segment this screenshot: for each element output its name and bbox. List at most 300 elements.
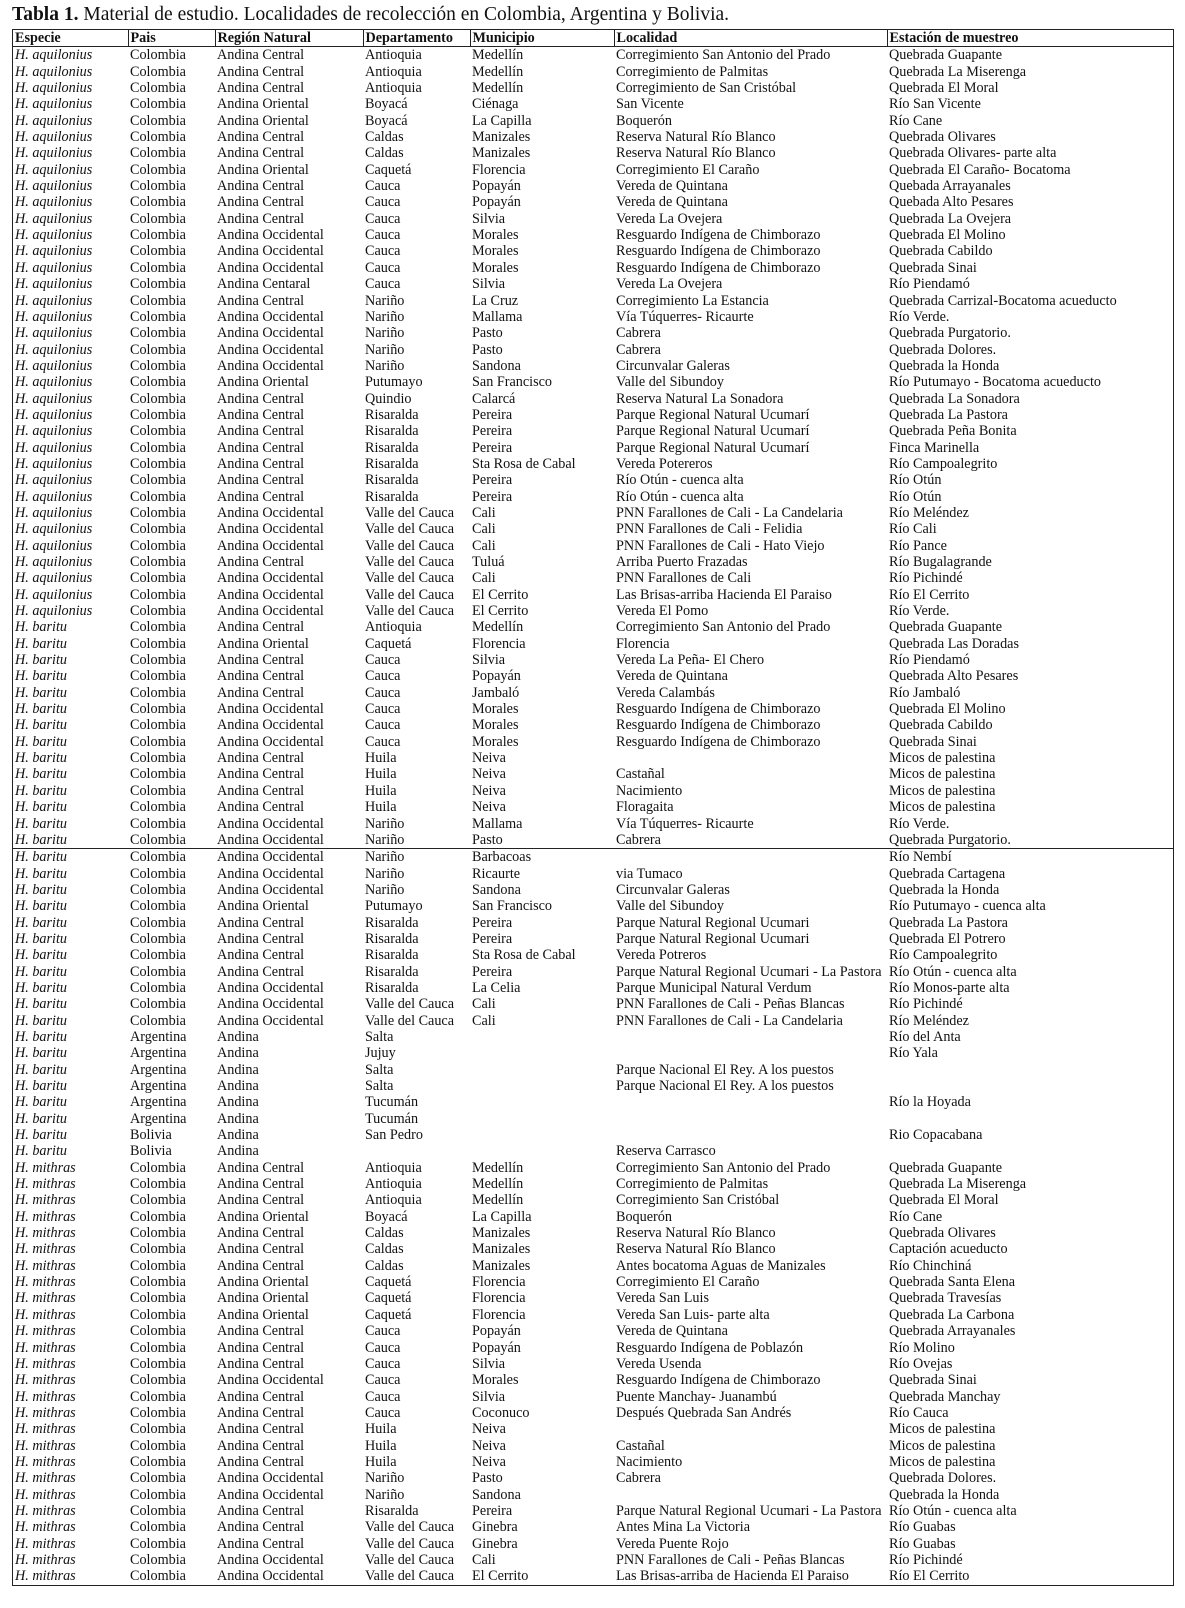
cell-municipio: Cali xyxy=(472,1551,496,1568)
table-row xyxy=(13,391,1173,407)
cell-municipio: Coconuco xyxy=(472,1404,530,1421)
cell-estacion-muestreo: Quebrada El Moral xyxy=(889,80,999,97)
cell-localidad: Corregimiento La Estancia xyxy=(616,292,769,309)
cell-especie: H. aquilonius xyxy=(15,259,93,276)
cell-localidad xyxy=(614,1111,887,1127)
cell-localidad: Vereda de Quintana xyxy=(616,1323,728,1340)
cell-localidad: Nacimiento xyxy=(616,1453,683,1470)
cell-especie: H. baritu xyxy=(15,1094,68,1111)
cell-departamento: Tucumán xyxy=(365,1094,419,1111)
cell-pais: Colombia xyxy=(130,1502,186,1519)
table-row xyxy=(13,243,1173,259)
cell-estacion-muestreo: Quebada Alto Pesares xyxy=(889,194,1014,211)
cell-municipio: Jambaló xyxy=(472,684,520,701)
cell-localidad: Vereda de Quintana xyxy=(616,668,728,685)
cell-pais: Colombia xyxy=(130,1437,186,1454)
table-row xyxy=(13,685,1173,701)
cell-estacion-muestreo: Quebada Arrayanales xyxy=(889,178,1011,195)
cell-localidad xyxy=(614,1094,887,1110)
table-row xyxy=(13,1013,1173,1029)
cell-departamento: Cauca xyxy=(365,227,401,244)
cell-localidad: Resguardo Indígena de Poblazón xyxy=(616,1339,804,1356)
cell-localidad: Antes bocatoma Aguas de Manizales xyxy=(616,1257,826,1274)
cell-estacion-muestreo: Río El Cerrito xyxy=(889,1568,970,1585)
cell-municipio: El Cerrito xyxy=(472,1568,529,1585)
cell-region-natural: Andina Central xyxy=(217,47,305,64)
cell-departamento: Antioquia xyxy=(365,619,422,636)
table-row xyxy=(13,407,1173,423)
table-row xyxy=(13,717,1173,733)
cell-localidad: Arriba Puerto Frazadas xyxy=(616,554,748,570)
cell-especie: H. mithras xyxy=(15,1241,76,1258)
table-row xyxy=(13,489,1173,505)
table-row xyxy=(13,211,1173,227)
cell-region-natural: Andina Occidental xyxy=(217,979,324,996)
cell-departamento: Valle del Cauca xyxy=(365,504,455,521)
cell-pais: Colombia xyxy=(130,227,186,244)
cell-pais: Colombia xyxy=(130,1372,186,1389)
cell-region-natural: Andina Occidental xyxy=(215,849,363,866)
cell-departamento: Caquetá xyxy=(365,635,412,652)
cell-pais: Colombia xyxy=(130,947,186,964)
cell-especie: H. mithras xyxy=(15,1159,76,1176)
cell-departamento: Cauca xyxy=(365,668,401,685)
cell-region-natural: Andina Oriental xyxy=(217,112,309,129)
cell-region-natural: Andina Occidental xyxy=(217,1568,324,1585)
cell-pais: Colombia xyxy=(130,455,186,472)
cell-especie: H. baritu xyxy=(15,1028,68,1045)
table-row xyxy=(13,162,1173,178)
table-row xyxy=(13,194,1173,210)
cell-especie: H. mithras xyxy=(15,1453,76,1470)
table-row xyxy=(13,1209,1173,1225)
cell-municipio: Neiva xyxy=(472,799,506,816)
cell-estacion-muestreo: Río Piendamó xyxy=(889,276,970,293)
cell-localidad: Reserva Natural Río Blanco xyxy=(616,1241,776,1258)
cell-departamento: Antioquia xyxy=(365,80,422,97)
cell-region-natural: Andina Occidental xyxy=(217,537,324,554)
cell-municipio: Morales xyxy=(472,701,519,718)
table-row xyxy=(13,996,1173,1012)
cell-localidad: Parque Natural Regional Ucumari xyxy=(616,930,810,947)
cell-municipio: El Cerrito xyxy=(472,603,529,620)
cell-pais: Argentina xyxy=(130,1094,187,1111)
cell-departamento: Antioquia xyxy=(365,63,422,80)
cell-localidad xyxy=(614,750,887,766)
header-especie: Especie xyxy=(13,30,128,47)
table-row xyxy=(13,1421,1173,1437)
cell-departamento: Valle del Cauca xyxy=(365,1568,455,1585)
table-row xyxy=(13,1127,1173,1143)
cell-departamento: Antioquia xyxy=(365,1159,422,1176)
cell-pais: Colombia xyxy=(130,129,186,146)
cell-departamento: Nariño xyxy=(365,308,405,325)
cell-municipio: Florencia xyxy=(472,1306,526,1323)
cell-municipio: Silvia xyxy=(472,1388,506,1405)
cell-especie: H. aquilonius xyxy=(15,570,93,587)
cell-localidad: Vereda Potereros xyxy=(616,455,713,472)
cell-pais: Colombia xyxy=(130,47,186,64)
cell-estacion-muestreo: Quebrada El Moral xyxy=(889,1192,999,1209)
table-row xyxy=(13,129,1173,145)
cell-departamento: Cauca xyxy=(365,652,401,669)
table-row xyxy=(13,1258,1173,1274)
cell-estacion-muestreo: Quebrada El Caraño- Bocatoma xyxy=(889,161,1071,178)
cell-estacion-muestreo: Río San Vicente xyxy=(889,96,981,113)
cell-localidad: Vereda La Ovejera xyxy=(616,210,723,227)
cell-pais: Colombia xyxy=(130,259,186,276)
cell-estacion-muestreo: Quebrada Travesías xyxy=(889,1290,1002,1307)
cell-municipio: Tuluá xyxy=(472,554,505,570)
cell-departamento: Huila xyxy=(365,799,397,816)
cell-departamento: Valle del Cauca xyxy=(365,570,455,587)
cell-estacion-muestreo: Quebrada Guapante xyxy=(889,47,1003,64)
cell-region-natural: Andina Occidental xyxy=(217,308,324,325)
cell-pais: Colombia xyxy=(130,161,186,178)
cell-municipio: La Celia xyxy=(472,979,521,996)
cell-departamento: Caldas xyxy=(365,129,404,146)
cell-pais: Colombia xyxy=(130,357,186,374)
cell-departamento: Huila xyxy=(365,782,397,799)
cell-especie: H. baritu xyxy=(15,996,68,1013)
cell-localidad: Las Brisas-arriba de Hacienda El Paraiso xyxy=(616,1568,849,1585)
table-row xyxy=(13,1470,1173,1486)
cell-estacion-muestreo: Quebrada Alto Pesares xyxy=(889,668,1019,685)
cell-especie: H. aquilonius xyxy=(15,178,93,195)
cell-departamento: Cauca xyxy=(365,1404,401,1421)
table-row xyxy=(13,178,1173,194)
cell-pais: Colombia xyxy=(130,1192,186,1209)
cell-pais: Colombia xyxy=(130,1159,186,1176)
cell-estacion-muestreo: Quebrada Santa Elena xyxy=(889,1274,1016,1291)
cell-municipio xyxy=(470,1029,614,1045)
table-row xyxy=(13,1454,1173,1470)
cell-municipio: Florencia xyxy=(472,1274,526,1291)
table-row xyxy=(13,1290,1173,1306)
table-row xyxy=(13,1176,1173,1192)
cell-municipio: Neiva xyxy=(472,1421,506,1438)
table-row xyxy=(13,1143,1173,1159)
cell-localidad: Puente Manchay- Juanambú xyxy=(616,1388,777,1405)
cell-especie: H. aquilonius xyxy=(15,210,93,227)
cell-localidad: Resguardo Indígena de Chimborazo xyxy=(616,717,821,734)
cell-municipio: Neiva xyxy=(472,1453,506,1470)
cell-municipio: Silvia xyxy=(472,210,506,227)
cell-estacion-muestreo: Quebrada Sinai xyxy=(889,733,977,750)
cell-municipio: Sandona xyxy=(472,357,521,374)
table-row xyxy=(13,1225,1173,1241)
table-row xyxy=(13,1356,1173,1372)
cell-pais: Argentina xyxy=(130,1110,187,1127)
table-row xyxy=(13,1536,1173,1552)
cell-pais: Colombia xyxy=(130,210,186,227)
cell-departamento: San Pedro xyxy=(365,1127,423,1144)
cell-localidad: Castañal xyxy=(616,1437,665,1454)
cell-localidad: Vereda de Quintana xyxy=(616,194,728,211)
cell-especie: H. baritu xyxy=(15,815,68,832)
cell-estacion-muestreo: Quebrada Sinai xyxy=(889,1372,977,1389)
cell-pais: Colombia xyxy=(130,979,186,996)
cell-region-natural: Andina Central xyxy=(217,292,305,309)
cell-localidad: Circunvalar Galeras xyxy=(616,881,730,898)
cell-localidad: Floragaita xyxy=(616,799,674,816)
cell-pais: Colombia xyxy=(130,292,186,309)
cell-estacion-muestreo: Quebrada Guapante xyxy=(889,619,1003,636)
cell-estacion-muestreo: Quebrada La Ovejera xyxy=(889,210,1012,227)
cell-localidad: Antes Mina La Victoria xyxy=(616,1519,751,1536)
cell-localidad: Parque Regional Natural Ucumarí xyxy=(616,423,810,440)
cell-pais: Bolivia xyxy=(130,1143,172,1160)
cell-especie: H. baritu xyxy=(15,1012,68,1029)
cell-region-natural: Andina Central xyxy=(217,1502,305,1519)
cell-municipio: Medellín xyxy=(472,1192,524,1209)
table-row xyxy=(13,1062,1173,1078)
cell-region-natural: Andina Central xyxy=(217,766,305,783)
cell-departamento: Risaralda xyxy=(365,979,419,996)
cell-municipio: Manizales xyxy=(472,129,531,146)
cell-departamento: Risaralda xyxy=(365,1502,419,1519)
cell-municipio: Florencia xyxy=(472,1290,526,1307)
cell-municipio: Silvia xyxy=(472,276,506,293)
cell-municipio: Neiva xyxy=(472,1437,506,1454)
cell-region-natural: Andina Oriental xyxy=(217,1290,309,1307)
table-row xyxy=(13,1503,1173,1519)
cell-localidad: Corregimiento San Antonio del Prado xyxy=(616,619,831,636)
cell-especie: H. aquilonius xyxy=(15,603,93,620)
cell-estacion-muestreo: Micos de palestina xyxy=(889,1421,996,1438)
table-row xyxy=(13,64,1173,80)
cell-estacion-muestreo: Micos de palestina xyxy=(889,750,996,767)
table-row xyxy=(13,1568,1173,1584)
cell-localidad: Parque Nacional El Rey. A los puestos xyxy=(616,1078,834,1094)
cell-estacion-muestreo: Micos de palestina xyxy=(889,1437,996,1454)
cell-municipio: Cali xyxy=(472,537,496,554)
cell-region-natural: Andina Oriental xyxy=(217,96,309,113)
cell-pais: Colombia xyxy=(130,1323,186,1340)
cell-pais: Colombia xyxy=(130,668,186,685)
cell-localidad: Vía Túquerres- Ricaurte xyxy=(616,308,754,325)
cell-estacion-muestreo: Quebrada La Pastora xyxy=(889,914,1008,931)
cell-especie: H. mithras xyxy=(15,1208,76,1225)
table-row xyxy=(13,750,1173,766)
cell-region-natural: Andina xyxy=(217,1061,259,1078)
cell-pais: Colombia xyxy=(130,652,186,669)
table-row xyxy=(13,652,1173,668)
cell-especie: H. baritu xyxy=(15,635,68,652)
cell-estacion-muestreo: Río Chinchiná xyxy=(889,1257,972,1274)
cell-pais: Colombia xyxy=(130,178,186,195)
cell-estacion-muestreo: Río Otún - cuenca alta xyxy=(889,963,1017,980)
table-row xyxy=(13,915,1173,931)
cell-municipio: Neiva xyxy=(472,750,506,767)
cell-municipio: Medellín xyxy=(472,1176,524,1193)
cell-localidad: Corregimiento de Palmitas xyxy=(616,63,769,80)
table-row xyxy=(13,374,1173,390)
cell-estacion-muestreo: Quebrada la Honda xyxy=(889,881,1000,898)
cell-region-natural: Andina xyxy=(217,1045,259,1062)
cell-departamento: Quindio xyxy=(365,390,412,407)
cell-region-natural: Andina Central xyxy=(217,178,305,195)
cell-municipio: Florencia xyxy=(472,635,526,652)
cell-especie: H. mithras xyxy=(15,1323,76,1340)
cell-especie: H. aquilonius xyxy=(15,194,93,211)
cell-departamento: Salta xyxy=(365,1061,394,1078)
cell-municipio xyxy=(470,1094,614,1110)
cell-pais: Colombia xyxy=(130,96,186,113)
cell-estacion-muestreo: Río Meléndez xyxy=(889,504,969,521)
cell-municipio: San Francisco xyxy=(472,898,552,915)
cell-especie: H. aquilonius xyxy=(15,554,93,570)
cell-pais: Colombia xyxy=(130,1453,186,1470)
cell-especie: H. aquilonius xyxy=(15,145,93,162)
cell-especie: H. mithras xyxy=(15,1486,76,1503)
table-row xyxy=(13,636,1173,652)
cell-departamento: Huila xyxy=(365,766,397,783)
cell-especie: H. aquilonius xyxy=(15,243,93,260)
cell-especie: H. baritu xyxy=(15,717,68,734)
cell-especie: H. baritu xyxy=(15,733,68,750)
cell-municipio: Manizales xyxy=(472,1241,531,1258)
cell-estacion-muestreo: Quebrada Sinai xyxy=(889,259,977,276)
cell-especie: H. mithras xyxy=(15,1470,76,1487)
cell-estacion-muestreo: Quebrada Dolores. xyxy=(889,1470,997,1487)
cell-departamento: Cauca xyxy=(365,1388,401,1405)
cell-region-natural: Andina Occidental xyxy=(217,1551,324,1568)
cell-region-natural: Andina Central xyxy=(217,145,305,162)
cell-localidad: Corregimiento El Caraño xyxy=(616,161,760,178)
cell-pais: Colombia xyxy=(130,1208,186,1225)
cell-departamento: Antioquia xyxy=(365,1176,422,1193)
cell-estacion-muestreo: Río Guabas xyxy=(889,1535,956,1552)
cell-region-natural: Andina Central xyxy=(217,406,305,423)
cell-especie: H. mithras xyxy=(15,1257,76,1274)
cell-pais: Argentina xyxy=(130,1078,187,1094)
cell-pais: Colombia xyxy=(130,1355,186,1372)
cell-estacion-muestreo: Río del Anta xyxy=(889,1028,961,1045)
table-row xyxy=(13,1192,1173,1208)
table-row xyxy=(13,293,1173,309)
cell-municipio: Silvia xyxy=(472,652,506,669)
cell-estacion-muestreo: Río Pichindé xyxy=(889,996,963,1013)
cell-pais: Colombia xyxy=(130,1486,186,1503)
cell-municipio: Sandona xyxy=(472,1486,521,1503)
cell-localidad: Corregimiento San Cristóbal xyxy=(616,1192,780,1209)
table-row xyxy=(13,668,1173,684)
cell-region-natural: Andina Oriental xyxy=(217,161,309,178)
cell-estacion-muestreo xyxy=(887,1143,1173,1159)
cell-pais: Colombia xyxy=(130,276,186,293)
cell-pais: Colombia xyxy=(130,799,186,816)
table-row xyxy=(13,1519,1173,1535)
cell-region-natural: Andina Central xyxy=(217,799,305,816)
cell-estacion-muestreo: Quebrada la Honda xyxy=(889,357,1000,374)
cell-departamento: Cauca xyxy=(365,1339,401,1356)
cell-departamento: Salta xyxy=(365,1078,394,1094)
cell-departamento: Cauca xyxy=(365,259,401,276)
cell-estacion-muestreo: Río Bugalagrande xyxy=(889,554,992,570)
cell-estacion-muestreo: Río la Hoyada xyxy=(889,1094,971,1111)
cell-estacion-muestreo: Río Campoalegrito xyxy=(889,455,998,472)
cell-municipio: Pereira xyxy=(472,423,513,440)
cell-region-natural: Andina Central xyxy=(217,1176,305,1193)
cell-localidad: Boquerón xyxy=(616,112,672,129)
cell-pais: Colombia xyxy=(130,112,186,129)
cell-pais: Colombia xyxy=(130,439,186,456)
cell-departamento: Valle del Cauca xyxy=(365,586,455,603)
cell-pais: Colombia xyxy=(130,243,186,260)
cell-especie: H. mithras xyxy=(15,1306,76,1323)
cell-departamento: Cauca xyxy=(365,243,401,260)
cell-localidad: Resguardo Indígena de Chimborazo xyxy=(616,243,821,260)
cell-especie: H. aquilonius xyxy=(15,390,93,407)
cell-region-natural: Andina Central xyxy=(217,782,305,799)
cell-localidad: Vereda La Ovejera xyxy=(616,276,723,293)
cell-region-natural: Andina Central xyxy=(217,668,305,685)
cell-estacion-muestreo: Quebrada La Miserenga xyxy=(889,1176,1027,1193)
cell-especie: H. aquilonius xyxy=(15,357,93,374)
cell-departamento: Valle del Cauca xyxy=(365,1551,455,1568)
cell-municipio xyxy=(470,1127,614,1143)
cell-especie: H. baritu xyxy=(15,701,68,718)
cell-region-natural: Andina Central xyxy=(217,619,305,636)
localities-table xyxy=(13,30,1173,1585)
cell-departamento: Antioquia xyxy=(365,1192,422,1209)
cell-estacion-muestreo: Finca Marinella xyxy=(889,439,980,456)
cell-region-natural: Andina Occidental xyxy=(217,865,324,882)
cell-pais: Colombia xyxy=(130,80,186,97)
cell-estacion-muestreo: Quebrada El Molino xyxy=(889,227,1006,244)
cell-departamento: Caquetá xyxy=(365,161,412,178)
cell-region-natural: Andina Central xyxy=(217,1159,305,1176)
cell-estacion-muestreo: Río Piendamó xyxy=(889,652,970,669)
table-row xyxy=(13,701,1173,717)
cell-region-natural: Andina Occidental xyxy=(217,570,324,587)
table-row xyxy=(13,1241,1173,1257)
cell-departamento: Valle del Cauca xyxy=(365,1535,455,1552)
cell-pais: Colombia xyxy=(130,554,186,570)
cell-region-natural: Andina Central xyxy=(217,1404,305,1421)
cell-departamento: Risaralda xyxy=(365,423,419,440)
cell-localidad: Parque Natural Regional Ucumari - La Pastora xyxy=(616,1502,882,1519)
cell-pais: Colombia xyxy=(130,619,186,636)
cell-region-natural: Andina xyxy=(217,1143,259,1160)
cell-departamento: Cauca xyxy=(365,717,401,734)
cell-region-natural: Andina Central xyxy=(217,652,305,669)
cell-localidad: Parque Natural Regional Ucumari xyxy=(616,914,810,931)
table-body xyxy=(13,47,1173,1585)
table-row xyxy=(13,260,1173,276)
cell-pais: Colombia xyxy=(130,504,186,521)
cell-especie: H. aquilonius xyxy=(15,292,93,309)
cell-estacion-muestreo: Quebrada Manchay xyxy=(889,1388,1001,1405)
cell-estacion-muestreo: Río Yala xyxy=(889,1045,938,1062)
cell-region-natural: Andina Occidental xyxy=(217,357,324,374)
cell-estacion-muestreo: Río Ovejas xyxy=(889,1355,953,1372)
cell-region-natural: Andina Central xyxy=(217,1388,305,1405)
cell-region-natural: Andina Occidental xyxy=(217,259,324,276)
cell-departamento: Cauca xyxy=(365,701,401,718)
cell-estacion-muestreo: Quebrada Las Doradas xyxy=(889,635,1019,652)
cell-especie: H. aquilonius xyxy=(15,80,93,97)
cell-localidad: Vereda Calambás xyxy=(616,684,715,701)
cell-departamento: Caquetá xyxy=(365,1306,412,1323)
cell-departamento: Caquetá xyxy=(365,1274,412,1291)
table-row xyxy=(13,227,1173,243)
cell-estacion-muestreo: Captación acueducto xyxy=(889,1241,1008,1258)
cell-municipio: Cali xyxy=(472,521,496,538)
cell-municipio: Cali xyxy=(472,996,496,1013)
cell-pais: Colombia xyxy=(130,1551,186,1568)
